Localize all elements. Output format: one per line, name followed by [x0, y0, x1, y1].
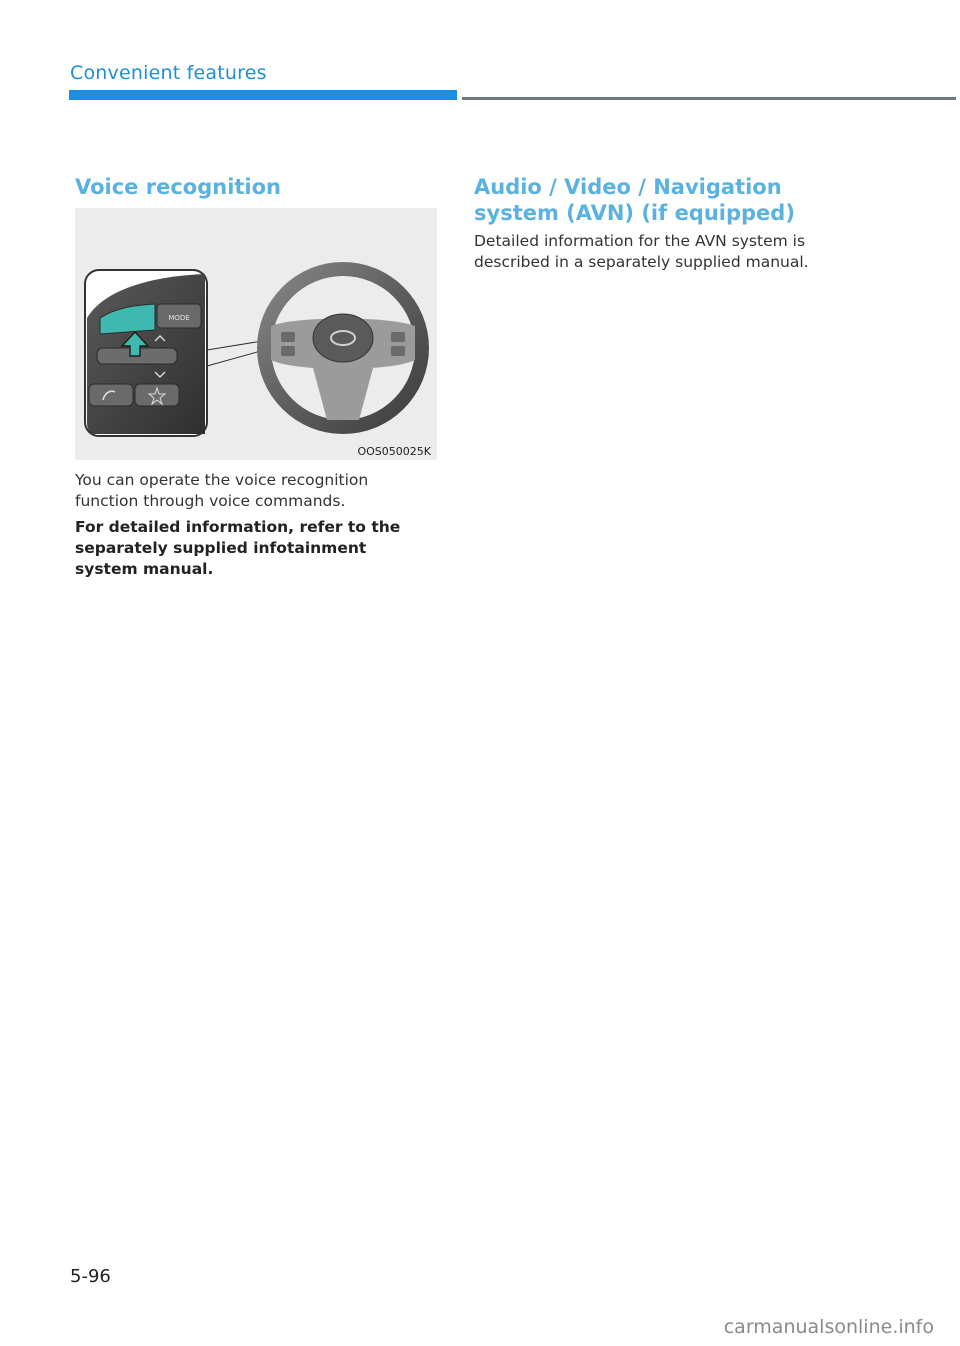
watermark: carmanualsonline.info — [723, 1316, 934, 1338]
header-rule — [462, 97, 956, 100]
voice-recognition-note: For detailed information, refer to the separately supplied infotainment system manual. — [75, 518, 401, 578]
steering-wheel — [257, 262, 429, 434]
section-title: Convenient features — [70, 62, 267, 84]
voice-recognition-heading: Voice recognition — [75, 175, 282, 199]
steering-wheel-figure — [75, 208, 437, 460]
switch-closeup — [85, 270, 207, 436]
page-number: 5-96 — [70, 1266, 111, 1287]
voice-recognition-description: You can operate the voice recognition function through voice commands. — [75, 471, 369, 510]
header-rule-accent — [69, 90, 457, 100]
mode-button-label: MODE — [168, 314, 190, 322]
figure-code: OOS050025K — [357, 445, 431, 458]
avn-heading: Audio / Video / Navigation system (AVN) (if equipped) — [474, 175, 795, 225]
avn-description: Detailed information for the AVN system is described in a separately supplied manual. — [474, 232, 809, 271]
steering-wheel-illustration — [75, 208, 437, 460]
